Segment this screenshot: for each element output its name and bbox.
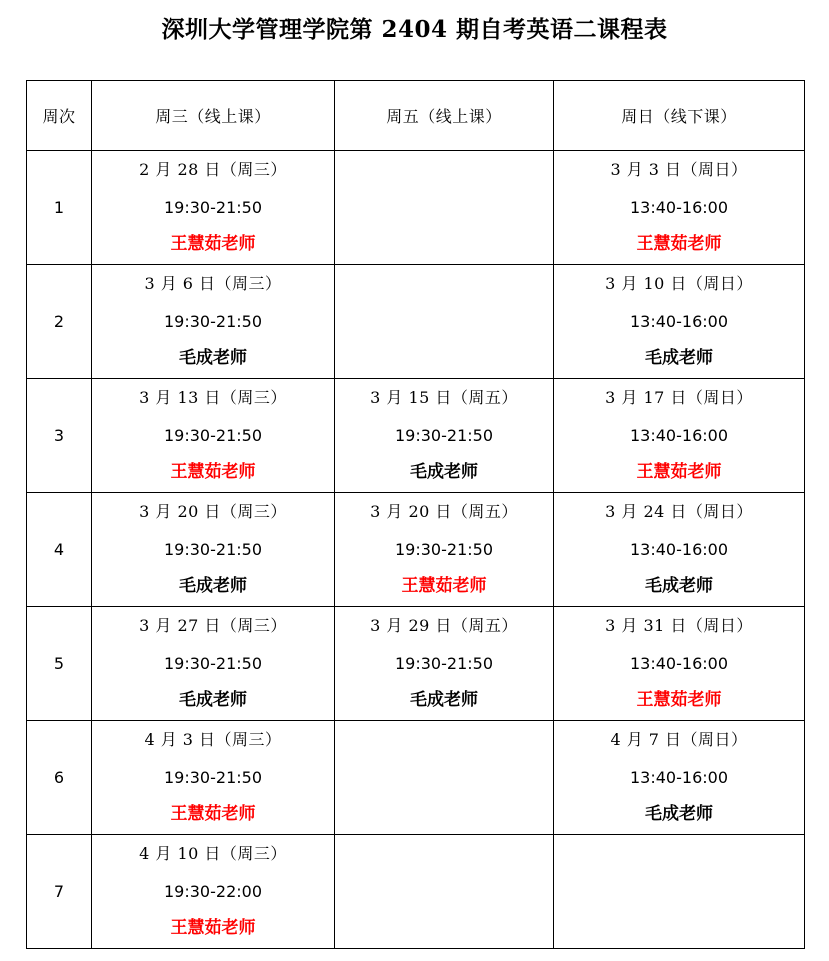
session-teacher: 王慧茹老师	[636, 462, 722, 483]
session-cell-wednesday	[92, 493, 335, 607]
session-teacher: 毛成老师	[645, 576, 713, 597]
session-teacher: 毛成老师	[645, 804, 713, 825]
session-date: 3 月 31 日（周日）	[605, 616, 753, 636]
session-teacher: 毛成老师	[410, 690, 478, 711]
session-cell-sunday	[554, 493, 805, 607]
session-info	[554, 607, 804, 720]
session-time: 13:40-16:00	[630, 311, 728, 331]
session-cell-sunday	[554, 265, 805, 379]
session-date: 3 月 20 日（周三）	[139, 502, 287, 522]
session-teacher: 毛成老师	[179, 690, 247, 711]
session-cell-wednesday	[92, 379, 335, 493]
schedule-table	[26, 80, 805, 949]
session-info	[92, 493, 334, 606]
session-time: 13:40-16:00	[630, 425, 728, 445]
schedule-body	[27, 151, 805, 949]
table-row	[27, 607, 805, 721]
session-date: 3 月 10 日（周日）	[605, 274, 753, 294]
session-time: 19:30-21:50	[164, 197, 262, 217]
session-time: 13:40-16:00	[630, 197, 728, 217]
session-date: 3 月 20 日（周五）	[370, 502, 518, 522]
session-cell-friday	[335, 721, 554, 835]
session-time: 13:40-16:00	[630, 767, 728, 787]
session-cell-sunday	[554, 151, 805, 265]
session-info	[92, 835, 334, 948]
session-date: 2 月 28 日（周三）	[139, 160, 287, 180]
session-date: 4 月 10 日（周三）	[139, 844, 287, 864]
session-date: 3 月 24 日（周日）	[605, 502, 753, 522]
session-cell-friday	[335, 151, 554, 265]
session-info	[554, 151, 804, 264]
session-teacher: 王慧茹老师	[170, 462, 256, 483]
session-info	[92, 721, 334, 834]
session-cell-wednesday	[92, 835, 335, 949]
session-time: 19:30-21:50	[395, 653, 493, 673]
session-time: 13:40-16:00	[630, 653, 728, 673]
header-week: 周次	[27, 81, 92, 151]
header-friday: 周五（线上课）	[335, 81, 554, 151]
table-row	[27, 265, 805, 379]
session-teacher: 王慧茹老师	[170, 918, 256, 939]
session-cell-wednesday	[92, 721, 335, 835]
session-teacher: 毛成老师	[410, 462, 478, 483]
session-cell-friday	[335, 265, 554, 379]
session-date: 3 月 6 日（周三）	[144, 274, 282, 294]
session-time: 19:30-21:50	[164, 425, 262, 445]
session-time: 19:30-21:50	[164, 311, 262, 331]
session-teacher: 毛成老师	[179, 576, 247, 597]
session-info	[335, 493, 553, 606]
session-info	[335, 379, 553, 492]
session-teacher: 王慧茹老师	[401, 576, 487, 597]
table-row	[27, 835, 805, 949]
session-cell-friday	[335, 607, 554, 721]
session-info	[92, 379, 334, 492]
session-date: 4 月 3 日（周三）	[144, 730, 282, 750]
table-row	[27, 493, 805, 607]
session-date: 3 月 29 日（周五）	[370, 616, 518, 636]
session-time: 19:30-21:50	[164, 539, 262, 559]
session-teacher: 毛成老师	[179, 348, 247, 369]
session-cell-friday	[335, 835, 554, 949]
session-cell-wednesday	[92, 607, 335, 721]
session-cell-friday	[335, 379, 554, 493]
session-cell-wednesday	[92, 265, 335, 379]
session-date: 3 月 17 日（周日）	[605, 388, 753, 408]
session-time: 19:30-21:50	[164, 767, 262, 787]
session-cell-sunday	[554, 721, 805, 835]
session-date: 3 月 13 日（周三）	[139, 388, 287, 408]
session-info	[554, 379, 804, 492]
week-number-cell: 5	[27, 607, 92, 721]
week-number-cell: 6	[27, 721, 92, 835]
header-sunday: 周日（线下课）	[554, 81, 805, 151]
session-date: 3 月 27 日（周三）	[139, 616, 287, 636]
session-teacher: 王慧茹老师	[170, 804, 256, 825]
session-time: 19:30-22:00	[164, 881, 262, 901]
session-cell-sunday	[554, 607, 805, 721]
session-teacher: 王慧茹老师	[170, 234, 256, 255]
session-info	[92, 151, 334, 264]
session-teacher: 王慧茹老师	[636, 234, 722, 255]
session-cell-friday	[335, 493, 554, 607]
session-info	[554, 721, 804, 834]
header-row	[27, 81, 805, 151]
week-number-cell: 3	[27, 379, 92, 493]
session-time: 19:30-21:50	[395, 539, 493, 559]
session-teacher: 王慧茹老师	[636, 690, 722, 711]
session-date: 3 月 3 日（周日）	[610, 160, 748, 180]
session-time: 19:30-21:50	[164, 653, 262, 673]
session-info	[554, 265, 804, 378]
table-row	[27, 151, 805, 265]
session-info	[554, 493, 804, 606]
session-info	[92, 607, 334, 720]
session-date: 4 月 7 日（周日）	[610, 730, 748, 750]
header-wednesday: 周三（线上课）	[92, 81, 335, 151]
session-info	[92, 265, 334, 378]
session-cell-wednesday	[92, 151, 335, 265]
session-time: 13:40-16:00	[630, 539, 728, 559]
page-title: 深圳大学管理学院第 2404 期自考英语二课程表	[161, 16, 668, 43]
session-time: 19:30-21:50	[395, 425, 493, 445]
week-number-cell: 1	[27, 151, 92, 265]
session-cell-sunday	[554, 835, 805, 949]
week-number-cell: 4	[27, 493, 92, 607]
session-teacher: 毛成老师	[645, 348, 713, 369]
session-date: 3 月 15 日（周五）	[370, 388, 518, 408]
table-row	[27, 379, 805, 493]
table-row	[27, 721, 805, 835]
session-cell-sunday	[554, 379, 805, 493]
session-info	[335, 607, 553, 720]
week-number-cell: 7	[27, 835, 92, 949]
week-number-cell: 2	[27, 265, 92, 379]
